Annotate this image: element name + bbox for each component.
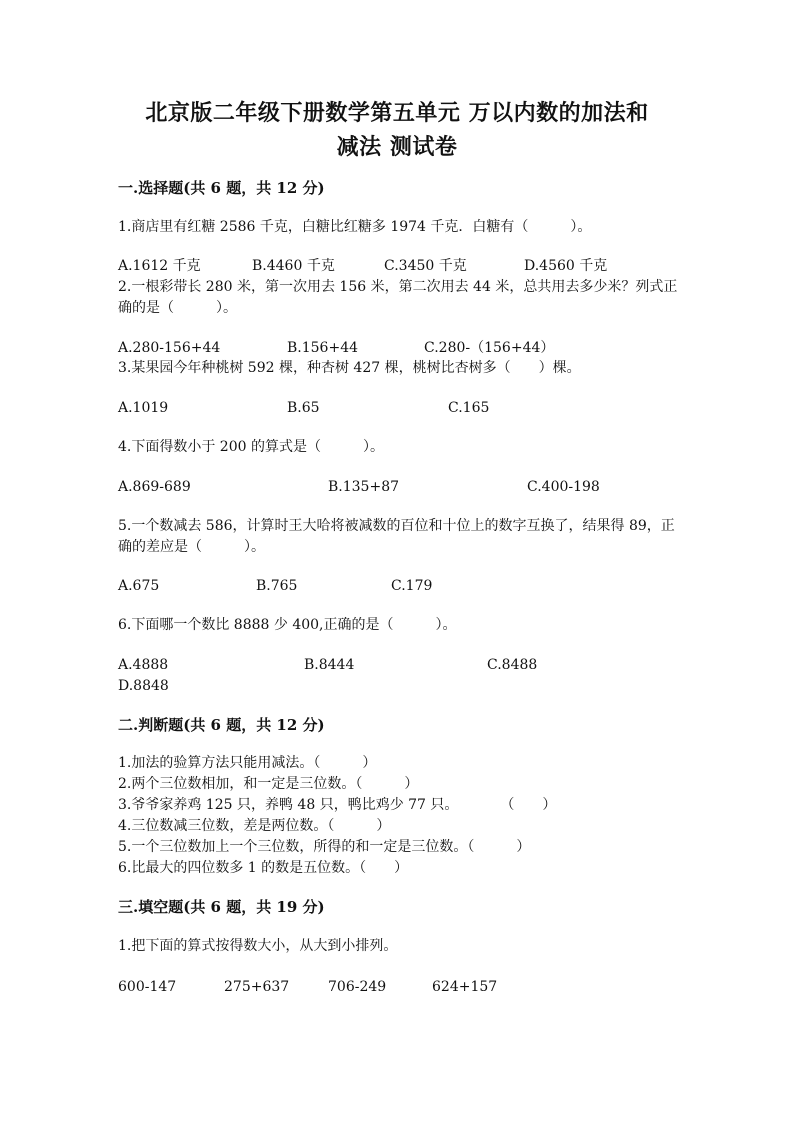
- judgment-item: 5.一个三位数加上一个三位数，所得的和一定是三位数。（ ）: [118, 839, 531, 855]
- expression: 600-147: [118, 979, 177, 995]
- page-title: [100, 96, 694, 164]
- question-text: 5.一个数减去 586，计算时王大哈将被减数的百位和十位上的数字互换了，结果得 89，正确的差应是（ ）。: [118, 518, 675, 555]
- question-text: 1.商店里有红糖 2586 千克，白糖比红糖多 1974 千克．白糖有（ ）。: [118, 219, 592, 235]
- question-text: 6.下面哪一个数比 8888 少 400,正确的是（ ）。: [118, 617, 457, 633]
- expression: 706-249: [328, 979, 387, 995]
- option-b: B.4460 千克: [252, 258, 335, 274]
- option-c: C.179: [391, 578, 433, 594]
- section-heading-judgment: 二.判断题(共 6 题，共 12 分): [118, 716, 325, 734]
- option-b: B.156+44: [287, 340, 359, 356]
- expression: 624+157: [432, 979, 498, 995]
- judgment-item: 1.加法的验算方法只能用减法。（ ）: [118, 755, 377, 771]
- question-text: 2.一根彩带长 280 米，第一次用去 156 米，第二次用去 44 米，总共用去多少米？列式正确的是（ ）。: [118, 279, 678, 316]
- question-text: 4.下面得数小于 200 的算式是（ ）。: [118, 439, 384, 455]
- option-c: C.400-198: [527, 479, 600, 495]
- option-c: C.165: [448, 400, 490, 416]
- option-d: D.4560 千克: [524, 258, 608, 274]
- judgment-item: 6.比最大的四位数多 1 的数是五位数。（ ）: [118, 860, 409, 876]
- option-a: A.1019: [118, 400, 169, 416]
- option-c: C.8488: [487, 657, 538, 673]
- option-c: C.3450 千克: [384, 258, 467, 274]
- question-text: 3.某果园今年种桃树 592 棵，种杏树 427 棵，桃树比杏树多（ ）棵。: [118, 360, 581, 376]
- question-text: 1.把下面的算式按得数大小，从大到小排列。: [118, 938, 398, 954]
- section-heading-fill-blank: 三.填空题(共 6 题，共 19 分): [118, 898, 325, 916]
- option-c: C.280-（156+44）: [424, 340, 555, 356]
- judgment-item: 2.两个三位数相加，和一定是三位数。（ ）: [118, 776, 419, 792]
- option-a: A.1612 千克: [118, 258, 201, 274]
- expression: 275+637: [224, 979, 290, 995]
- option-a: A.280-156+44: [118, 340, 221, 356]
- title-line-2: 减法 测试卷: [336, 134, 458, 160]
- section-heading-choice: 一.选择题(共 6 题，共 12 分): [118, 179, 325, 197]
- title-line-1: 北京版二年级下册数学第五单元 万以内数的加法和: [145, 100, 649, 126]
- option-d: D.8848: [118, 678, 169, 694]
- option-b: B.765: [256, 578, 298, 594]
- option-b: B.65: [287, 400, 320, 416]
- option-b: B.135+87: [328, 479, 400, 495]
- judgment-item: 3.爷爷家养鸡 125 只，养鸭 48 只，鸭比鸡少 77 只。 （ ）: [118, 797, 557, 813]
- judgment-item: 4.三位数减三位数，差是两位数。（ ）: [118, 818, 391, 834]
- option-a: A.869-689: [118, 479, 191, 495]
- option-a: A.675: [118, 578, 160, 594]
- option-a: A.4888: [118, 657, 169, 673]
- option-b: B.8444: [304, 657, 355, 673]
